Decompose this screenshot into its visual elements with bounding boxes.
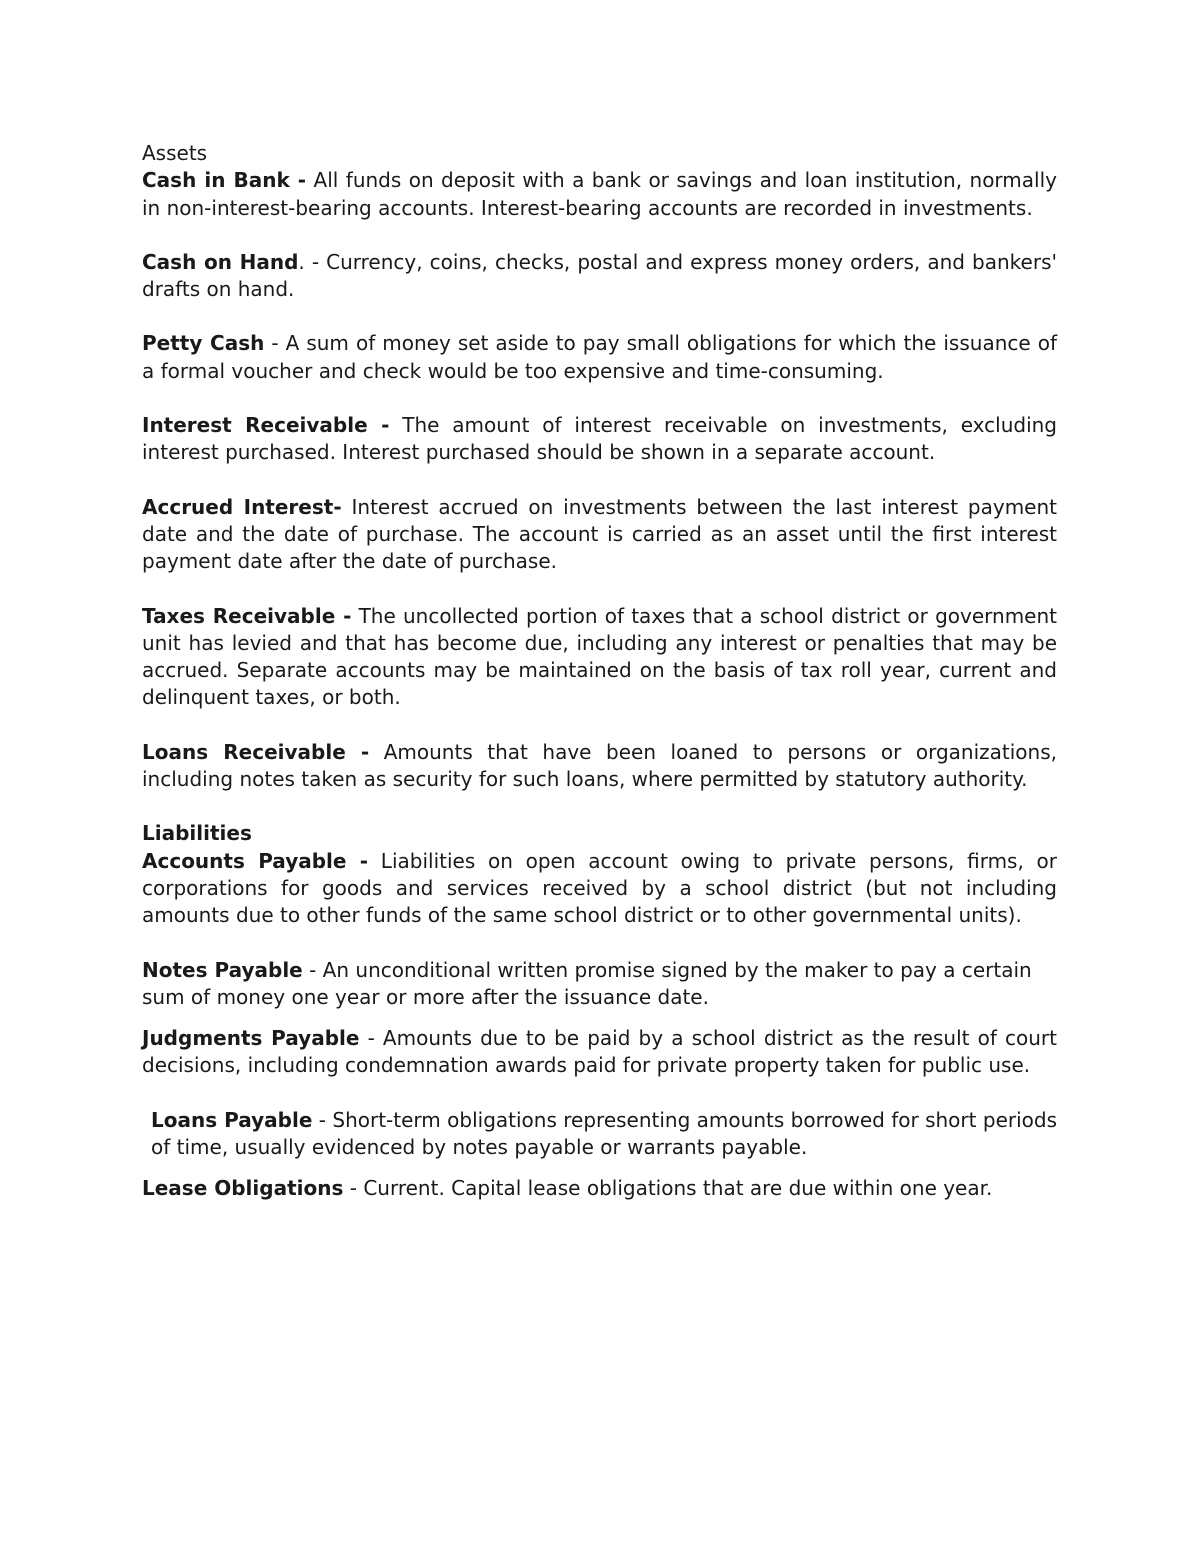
entry-definition: - An unconditional written promise signed by the maker to pay a certain sum of money one year or more after the issuance date. (142, 957, 1032, 1009)
entry-loans-receivable (142, 739, 1057, 794)
entry-term: Cash in Bank - (142, 168, 307, 193)
section-heading-liabilities: Liabilities (142, 821, 252, 846)
entry-definition: - A sum of money set aside to pay small obligations for which the issuance of a formal voucher and check would be too expensive and time-consuming. (142, 331, 1057, 383)
entry-definition: Interest accrued on investments between the last interest payment date and the date of purchase. The account is carried as an asset until the first interest payment date after the date of purchase. (142, 494, 1058, 574)
entry-notes-payable (142, 957, 1057, 1012)
entry-term: Lease Obligations (142, 1176, 344, 1201)
entry-term: Cash on Hand (142, 249, 299, 274)
entry-definition: . - Currency, coins, checks, postal and express money orders, and bankers' drafts on hand. (142, 249, 1057, 302)
entry-judgments-payable (142, 1025, 1057, 1080)
entry-term: Loans Receivable - (142, 739, 370, 764)
entry-term: Notes Payable (142, 957, 303, 982)
entry-lease-obligations (142, 1175, 1057, 1202)
entry-taxes-receivable (142, 603, 1057, 712)
entry-definition: The uncollected portion of taxes that a school district or government unit has levied and that has become due, including any interest or penalties that may be accrued. Separate accounts may be maintained on the basis of tax roll year, current and delinquent taxes, or both. (142, 603, 1057, 710)
entry-petty-cash (142, 330, 1057, 385)
entry-definition: - Short-term obligations representing amounts borrowed for short periods of time, usually evidenced by notes payable or warrants payable. (151, 1107, 1058, 1160)
entry-definition: The amount of interest receivable on investments, excluding interest purchased. Interest purchased should be shown in a separate account. (142, 413, 1057, 465)
entry-loans-payable (142, 1107, 1057, 1162)
entry-term: Loans Payable (151, 1107, 313, 1132)
entry-definition: - Amounts due to be paid by a school district as the result of court decisions, including condemnation awards paid for private property taken for public use. (142, 1026, 1058, 1078)
entry-interest-receivable (142, 412, 1057, 467)
entry-term: Petty Cash (142, 331, 265, 356)
entry-definition: Amounts that have been loaned to persons or organizations, including notes taken as security for such loans, where permitted by statutory authority. (142, 739, 1057, 792)
section-heading-assets: Assets (142, 141, 208, 165)
entry-cash-in-bank (142, 167, 1057, 222)
entry-accounts-payable (142, 848, 1057, 930)
entry-term: Interest Receivable - (142, 413, 390, 438)
entry-cash-on-hand (142, 249, 1057, 304)
entry-definition: All funds on deposit with a bank or savings and loan institution, normally in non-interest-bearing accounts. Interest-bearing accounts are recorded in investments. (142, 168, 1057, 220)
entry-term: Accrued Interest- (142, 494, 342, 519)
entry-definition: - Current. Capital lease obligations that are due within one year. (343, 1176, 993, 1201)
entry-term: Taxes Receivable - (142, 603, 352, 628)
document-page (142, 140, 1057, 1203)
entry-definition: Liabilities on open account owing to private persons, firms, or corporations for goods and services received by a school district (but not including amounts due to other funds of the same school district or to other governmental units). (142, 848, 1057, 928)
entry-accrued-interest (142, 494, 1057, 576)
entry-term: Accounts Payable - (142, 848, 369, 873)
entry-term: Judgments Payable (142, 1026, 360, 1051)
